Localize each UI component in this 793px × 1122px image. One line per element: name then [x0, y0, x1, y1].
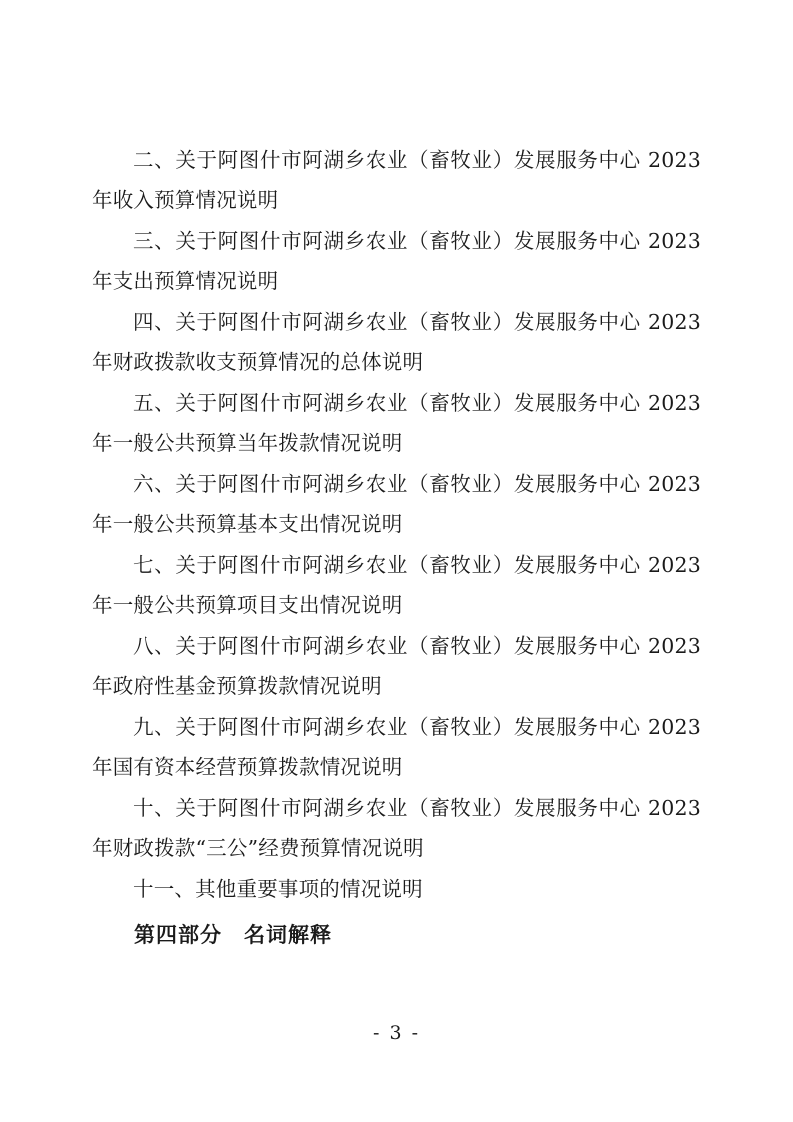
paragraph-item-6: 六、关于阿图什市阿湖乡农业（畜牧业）发展服务中心 2023 年一般公共预算基本支出情况说明: [92, 472, 701, 536]
paragraph-item-4: 四、关于阿图什市阿湖乡农业（畜牧业）发展服务中心 2023 年财政拨款收支预算情况的总体说明: [92, 310, 701, 374]
paragraph-item-10: 十、关于阿图什市阿湖乡农业（畜牧业）发展服务中心 2023 年财政拨款“三公”经费预算情况说明: [92, 796, 701, 860]
paragraph-item-5: 五、关于阿图什市阿湖乡农业（畜牧业）发展服务中心 2023 年一般公共预算当年拨款情况说明: [92, 391, 701, 455]
paragraph-item-7: 七、关于阿图什市阿湖乡农业（畜牧业）发展服务中心 2023 年一般公共预算项目支出情况说明: [92, 553, 701, 617]
paragraph-item-9: 九、关于阿图什市阿湖乡农业（畜牧业）发展服务中心 2023 年国有资本经营预算拨款情况说明: [92, 715, 701, 779]
section-heading-part-four: 第四部分 名词解释: [134, 922, 332, 947]
paragraph-item-8: 八、关于阿图什市阿湖乡农业（畜牧业）发展服务中心 2023 年政府性基金预算拨款情况说明: [92, 634, 701, 698]
paragraph-item-3: 三、关于阿图什市阿湖乡农业（畜牧业）发展服务中心 2023 年支出预算情况说明: [92, 229, 701, 293]
paragraph-item-11: 十一、其他重要事项的情况说明: [133, 877, 423, 901]
paragraph-item-2: 二、关于阿图什市阿湖乡农业（畜牧业）发展服务中心 2023 年收入预算情况说明: [92, 148, 701, 212]
document-body: [92, 140, 701, 957]
page-number: - 3 -: [372, 1022, 420, 1044]
